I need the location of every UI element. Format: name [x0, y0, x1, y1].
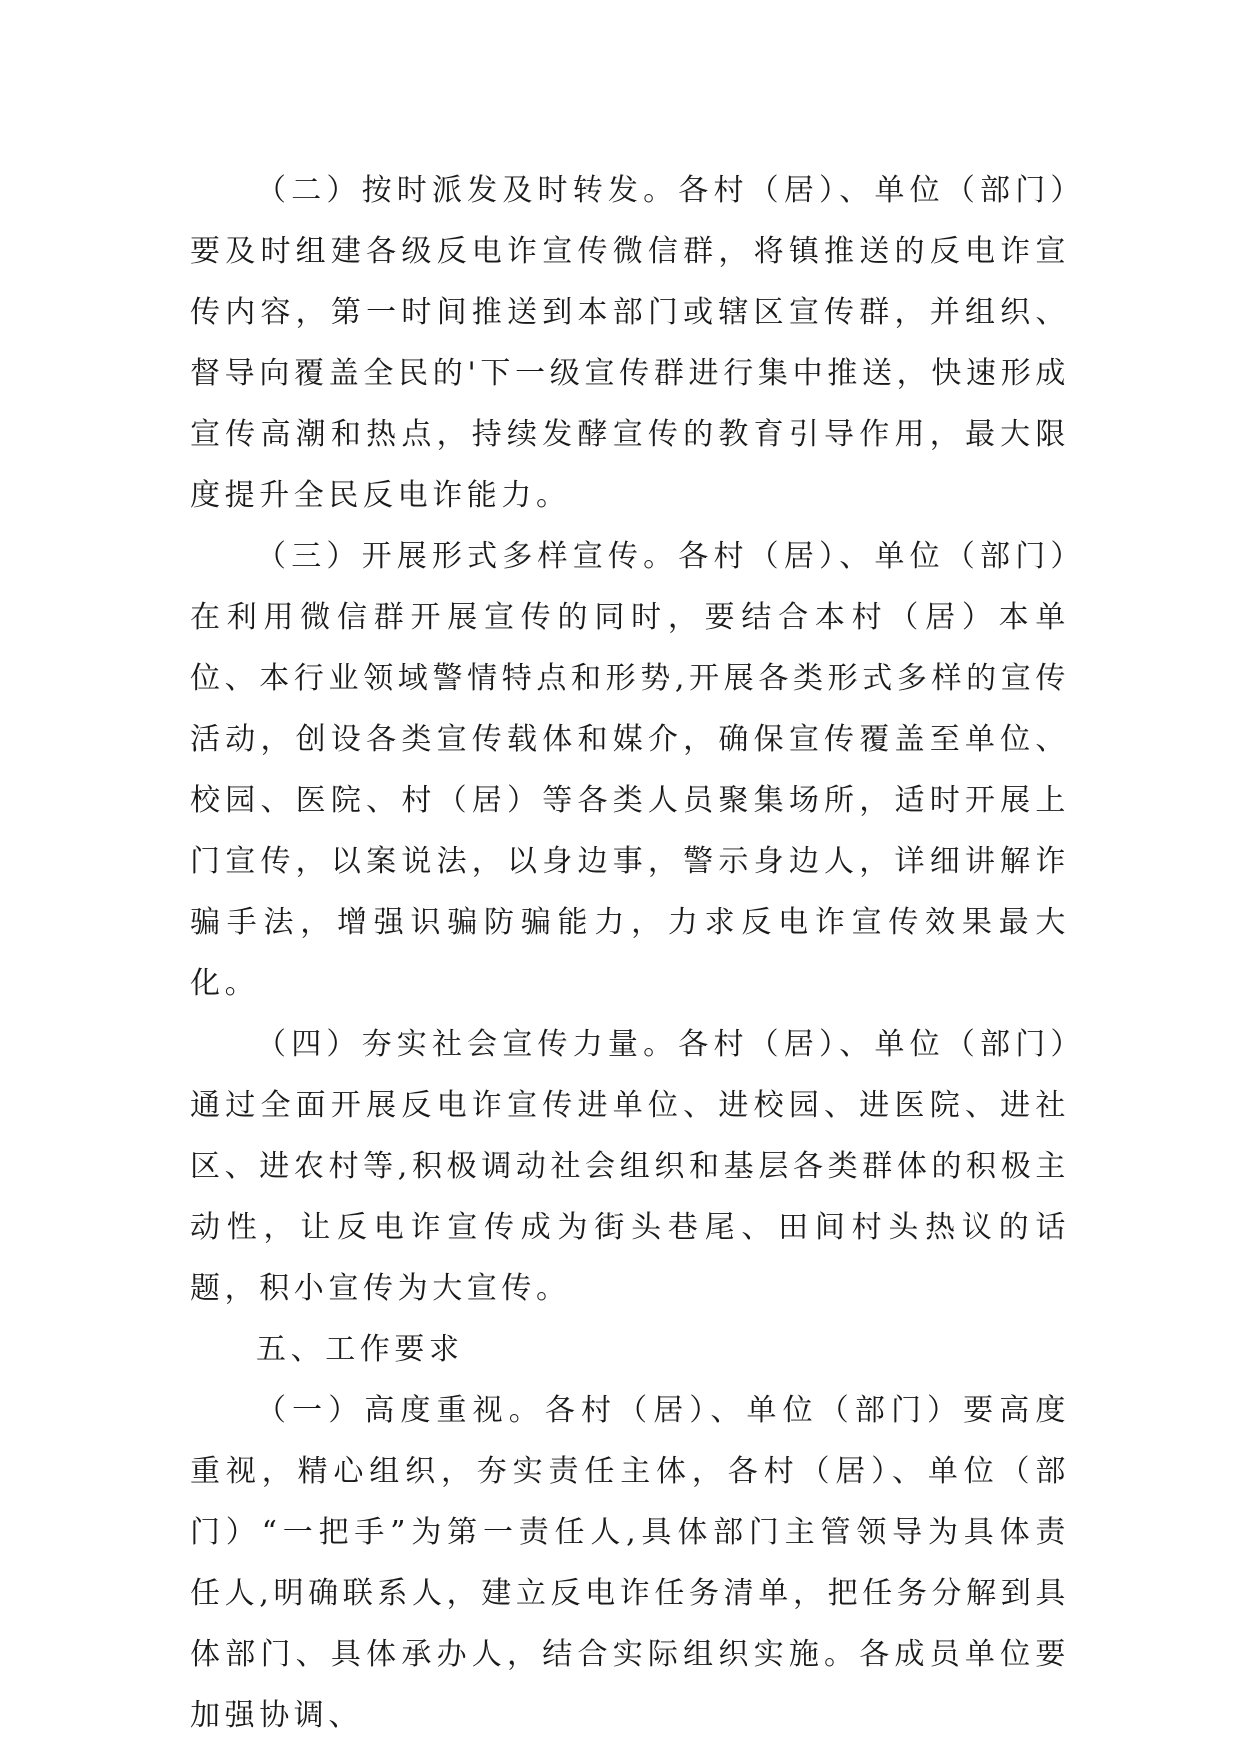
paragraph-high-attention: （一）高度重视。各村（居）、单位（部门）要高度重视，精心组织，夯实责任主体，各村（居）、单位（部门）“一把手”为第一责任人,具体部门主管领导为具体责任人,明确联系人，建立反电诈任务清单，把任务分解到具体部门、具体承办人，结合实际组织实施。各成员单位要加强协调、	[190, 1393, 1070, 1733]
paragraph-diverse-publicity: （三）开展形式多样宣传。各村（居）、单位（部门）在利用微信群开展宣传的同时，要结合本村（居）本单位、本行业领域警情特点和形势,开展各类形式多样的宣传活动，创设各类宣传载体和媒介，确保宣传覆盖至单位、校园、医院、村（居）等各类人员聚集场所，适时开展上门宣传，以案说法，以身边事，警示身边人，详细讲解诈骗手法，增强识骗防骗能力，力求反电诈宣传效果最大化。	[190, 539, 1070, 1001]
paragraph-social-forces: （四）夯实社会宣传力量。各村（居）、单位（部门）通过全面开展反电诈宣传进单位、进校园、进医院、进社区、进农村等,积极调动社会组织和基层各类群体的积极主动性，让反电诈宣传成为街头巷尾、田间村头热议的话题，积小宣传为大宣传。	[190, 1027, 1070, 1306]
section-heading-work-requirements: 五、工作要求	[256, 1332, 464, 1367]
paragraph-dispatch-forward: （二）按时派发及时转发。各村（居）、单位（部门）要及时组建各级反电诈宣传微信群，将镇推送的反电诈宣传内容，第一时间推送到本部门或辖区宣传群，并组织、督导向覆盖全民的'下一级宣传群进行集中推送，快速形成宣传高潮和热点，持续发酵宣传的教育引导作用，最大限度提升全民反电诈能力。	[190, 173, 1070, 513]
document-body	[190, 160, 1070, 1746]
